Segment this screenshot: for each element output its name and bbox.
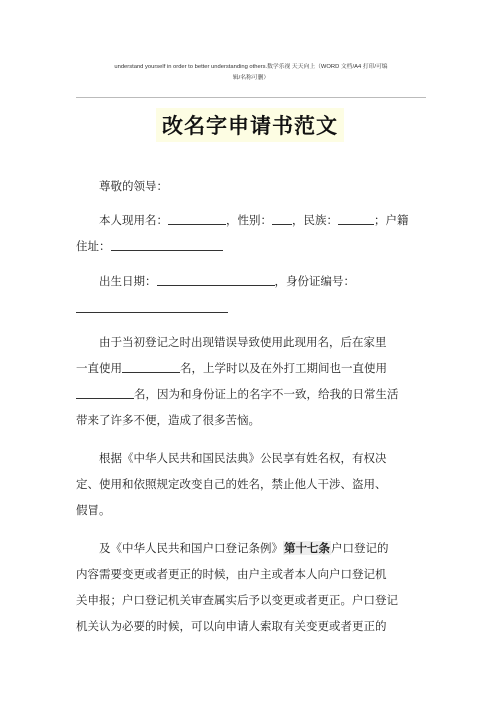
used-name-blank (76, 386, 134, 399)
document-title: 改名字申请书范文 (156, 108, 344, 142)
header-line-2: 辑/名称可删） (232, 75, 270, 81)
reason-text-1: 由于当初登记之时出现错误导致使用此现用名，后在家里 (99, 335, 387, 349)
name-label: 本人现用名： (99, 213, 168, 227)
regulation-text-4: 机关认为必要的时候，可以向申请人索取有关变更或者更正的 (76, 619, 387, 633)
paragraph-2-line-2 (76, 300, 426, 316)
paragraph-5-line-3 (76, 592, 426, 608)
address-blank (111, 238, 223, 251)
name-blank (168, 212, 226, 225)
paragraph-3-line-3 (76, 386, 426, 402)
header-line-1: understand yourself in order to better understanding others.数学乐视 天天向上（WORD 文档/A4 打印/可编 (114, 64, 388, 70)
paragraph-4-line-1 (76, 450, 449, 466)
paragraph-3-line-1 (76, 334, 449, 350)
paragraph-1-line-1 (76, 212, 449, 228)
id-number-blank (76, 300, 228, 313)
paragraph-4-line-2 (76, 476, 426, 492)
regulation-text-1a: 及《中华人民共和国户口登记条例》 (99, 541, 283, 555)
home-name-blank (122, 360, 180, 373)
law-text-3: 假冒。 (76, 503, 111, 517)
paragraph-5-line-1 (76, 540, 449, 556)
ethnicity-label: ，民族： (292, 213, 338, 227)
paragraph-3-line-4 (76, 412, 426, 428)
birthdate-blank (157, 273, 275, 286)
regulation-text-2: 内容需要变更或者更正的时候，由户主或者本人向户口登记机 (76, 567, 387, 581)
page-header (76, 62, 426, 84)
law-text-1: 根据《中华人民共和国民法典》公民享有姓名权，有权决 (99, 451, 387, 465)
paragraph-5-line-4 (76, 618, 426, 634)
paragraph-3-line-2 (76, 360, 426, 376)
ethnicity-blank (338, 212, 374, 225)
regulation-text-1b: 户口登记的 (331, 541, 389, 555)
reason-text-3: 名，因为和身份证上的名字不一致，给我的日常生活 (134, 387, 399, 401)
household-label: ；户籍 (374, 213, 409, 227)
article-highlight: 第十七条 (284, 541, 330, 555)
regulation-text-3: 关申报；户口登记机关审查属实后予以变更或者更正。户口登记 (76, 593, 398, 607)
birthdate-label: 出生日期： (99, 274, 157, 288)
title-block (0, 108, 500, 142)
id-number-label: ，身份证编号： (274, 274, 355, 288)
paragraph-5-line-2 (76, 566, 426, 582)
paragraph-1-line-2 (76, 238, 426, 254)
reason-text-2a: 一直使用 (76, 361, 122, 375)
reason-text-2b: 名，上学时以及在外打工期间也一直使用 (180, 361, 387, 375)
greeting (76, 178, 449, 194)
paragraph-2-line-1 (76, 273, 449, 289)
address-label: 住址： (76, 239, 111, 253)
greeting-text: 尊敬的领导： (99, 179, 168, 193)
header-divider (76, 97, 426, 98)
law-text-2: 定、使用和依照规定改变自己的姓名，禁止他人干涉、盗用、 (76, 477, 387, 491)
gender-label: ，性别： (226, 213, 272, 227)
reason-text-4: 带来了许多不便，造成了很多苦恼。 (76, 413, 260, 427)
gender-blank (272, 212, 292, 225)
paragraph-4-line-3 (76, 502, 426, 518)
